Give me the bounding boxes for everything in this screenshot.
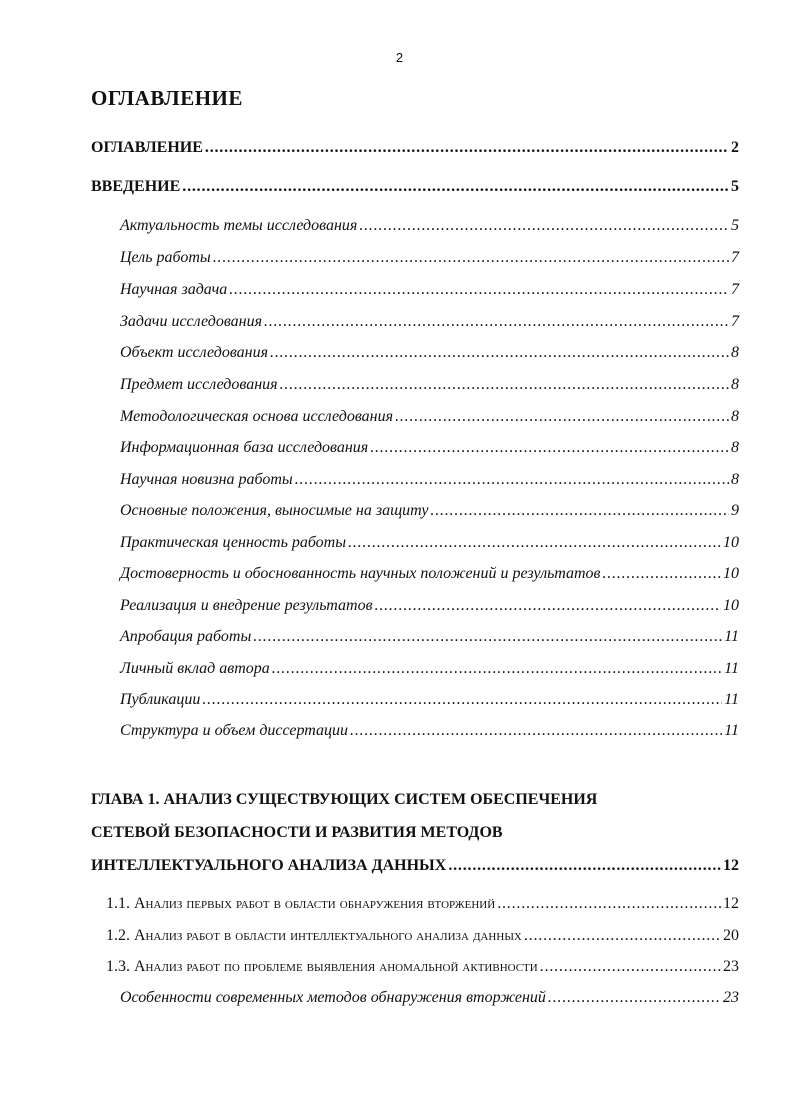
toc-entry-label: Публикации bbox=[120, 691, 201, 708]
toc-leader bbox=[295, 471, 729, 489]
toc-entry-label: Структура и объем диссертации bbox=[120, 722, 349, 739]
toc-leader bbox=[348, 534, 721, 552]
toc-entry-contents[interactable] bbox=[91, 139, 739, 157]
toc-entry-label: ОГЛАВЛЕНИЕ bbox=[91, 139, 203, 156]
toc-entry-introduction[interactable] bbox=[91, 178, 739, 196]
toc-entry-label: Актуальность темы исследования bbox=[120, 217, 358, 234]
page-number: 2 bbox=[395, 50, 404, 65]
toc-entry[interactable] bbox=[120, 989, 739, 1007]
toc-entry-page: 8 bbox=[731, 439, 739, 456]
toc-entry-page: 11 bbox=[724, 628, 739, 645]
toc-entry-page: 5 bbox=[731, 178, 739, 195]
toc-entry[interactable] bbox=[106, 895, 739, 913]
toc-entry-page: 5 bbox=[731, 217, 739, 234]
toc-entry-label: Объект исследования bbox=[120, 344, 269, 361]
toc-leader bbox=[548, 989, 721, 1007]
toc-leader bbox=[375, 597, 721, 615]
toc-leader bbox=[182, 178, 729, 196]
toc-leader bbox=[213, 249, 729, 267]
toc-entry-page: 10 bbox=[723, 534, 739, 551]
toc-entry[interactable] bbox=[120, 565, 739, 583]
toc-entry[interactable] bbox=[120, 281, 739, 299]
toc-entry-label: Методологическая основа исследования bbox=[120, 408, 394, 425]
toc-entry-page: 8 bbox=[731, 471, 739, 488]
toc-leader bbox=[497, 895, 721, 913]
toc-entry[interactable] bbox=[120, 534, 739, 552]
toc-entry[interactable] bbox=[120, 344, 739, 362]
toc-entry-label: ИНТЕЛЛЕКТУАЛЬНОГО АНАЛИЗА ДАННЫХ bbox=[91, 857, 447, 874]
toc-leader bbox=[205, 139, 729, 157]
toc-entry-label: Научная задача bbox=[120, 281, 228, 298]
toc-leader bbox=[540, 958, 721, 976]
toc-entry-label: 1.3. Анализ работ по проблеме выявления аномальной активности bbox=[106, 958, 538, 975]
toc-leader bbox=[602, 565, 721, 583]
chapter-title-line[interactable]: ГЛАВА 1. АНАЛИЗ СУЩЕСТВУЮЩИХ СИСТЕМ ОБЕСПЕЧЕНИЯ bbox=[91, 791, 598, 808]
toc-entry-page: 8 bbox=[731, 408, 739, 425]
toc-entry-label: Достоверность и обоснованность научных положений и результатов bbox=[120, 565, 601, 582]
toc-entry[interactable] bbox=[120, 660, 739, 678]
toc-leader bbox=[350, 722, 722, 740]
toc-entry-page: 12 bbox=[723, 895, 739, 912]
toc-entry-label: 1.1. Анализ первых работ в области обнаружения вторжений bbox=[106, 895, 496, 912]
toc-leader bbox=[370, 439, 729, 457]
toc-entry[interactable] bbox=[120, 502, 739, 520]
toc-leader bbox=[270, 344, 729, 362]
toc-leader bbox=[264, 313, 729, 331]
toc-entry-page: 7 bbox=[731, 313, 739, 330]
toc-entry-page: 7 bbox=[731, 281, 739, 298]
toc-entry-label: Реализация и внедрение результатов bbox=[120, 597, 373, 614]
toc-entry[interactable] bbox=[120, 722, 739, 740]
toc-entry-label: Предмет исследования bbox=[120, 376, 278, 393]
toc-leader bbox=[272, 660, 722, 678]
toc-entry-page: 20 bbox=[723, 927, 739, 944]
toc-leader bbox=[448, 857, 721, 875]
toc-entry-page: 9 bbox=[731, 502, 739, 519]
toc-leader bbox=[202, 691, 722, 709]
toc-entry-label: Научная новизна работы bbox=[120, 471, 293, 488]
toc-entry[interactable] bbox=[106, 958, 739, 976]
toc-entry-page: 11 bbox=[724, 691, 739, 708]
toc-entry-label: 1.2. Анализ работ в области интеллектуального анализа данных bbox=[106, 927, 522, 944]
toc-entry[interactable] bbox=[120, 691, 739, 709]
toc-entry[interactable] bbox=[120, 376, 739, 394]
toc-entry[interactable] bbox=[120, 439, 739, 457]
toc-leader bbox=[430, 502, 729, 520]
toc-leader bbox=[524, 927, 721, 945]
toc-entry-page: 11 bbox=[724, 722, 739, 739]
chapter-title-line[interactable]: СЕТЕВОЙ БЕЗОПАСНОСТИ И РАЗВИТИЯ МЕТОДОВ bbox=[91, 824, 503, 841]
toc-entry-label: Задачи исследования bbox=[120, 313, 263, 330]
toc-entry-label: Особенности современных методов обнаружения вторжений bbox=[120, 989, 546, 1006]
toc-entry-page: 7 bbox=[731, 249, 739, 266]
toc-entry-label: Цель работы bbox=[120, 249, 211, 266]
toc-entry-page: 10 bbox=[723, 597, 739, 614]
toc-entry-label: Информационная база исследования bbox=[120, 439, 369, 456]
page-title: ОГЛАВЛЕНИЕ bbox=[91, 86, 243, 110]
toc-entry-label: Апробация работы bbox=[120, 628, 252, 645]
toc-entry-label: Личный вклад автора bbox=[120, 660, 270, 677]
toc-entry-page: 12 bbox=[723, 857, 739, 874]
toc-entry[interactable] bbox=[120, 249, 739, 267]
toc-entry-page: 11 bbox=[724, 660, 739, 677]
toc-entry-chapter-1[interactable] bbox=[91, 857, 739, 875]
toc-entry[interactable] bbox=[120, 628, 739, 646]
toc-entry[interactable] bbox=[120, 313, 739, 331]
toc-entry[interactable] bbox=[120, 408, 739, 426]
toc-entry-label: ВВЕДЕНИЕ bbox=[91, 178, 181, 195]
toc-leader bbox=[253, 628, 722, 646]
toc-leader bbox=[280, 376, 729, 394]
toc-entry-page: 10 bbox=[723, 565, 739, 582]
toc-entry-page: 8 bbox=[731, 376, 739, 393]
toc-entry-page: 23 bbox=[723, 989, 739, 1006]
toc-entry[interactable] bbox=[120, 217, 739, 235]
toc-entry-page: 2 bbox=[731, 139, 739, 156]
toc-entry-label: Практическая ценность работы bbox=[120, 534, 347, 551]
toc-entry-label: Основные положения, выносимые на защиту bbox=[120, 502, 429, 519]
toc-leader bbox=[395, 408, 729, 426]
toc-leader bbox=[359, 217, 729, 235]
toc-entry[interactable] bbox=[120, 597, 739, 615]
toc-entry[interactable] bbox=[106, 927, 739, 945]
toc-entry-page: 8 bbox=[731, 344, 739, 361]
toc-entry[interactable] bbox=[120, 471, 739, 489]
toc-leader bbox=[229, 281, 729, 299]
toc-entry-page: 23 bbox=[723, 958, 739, 975]
